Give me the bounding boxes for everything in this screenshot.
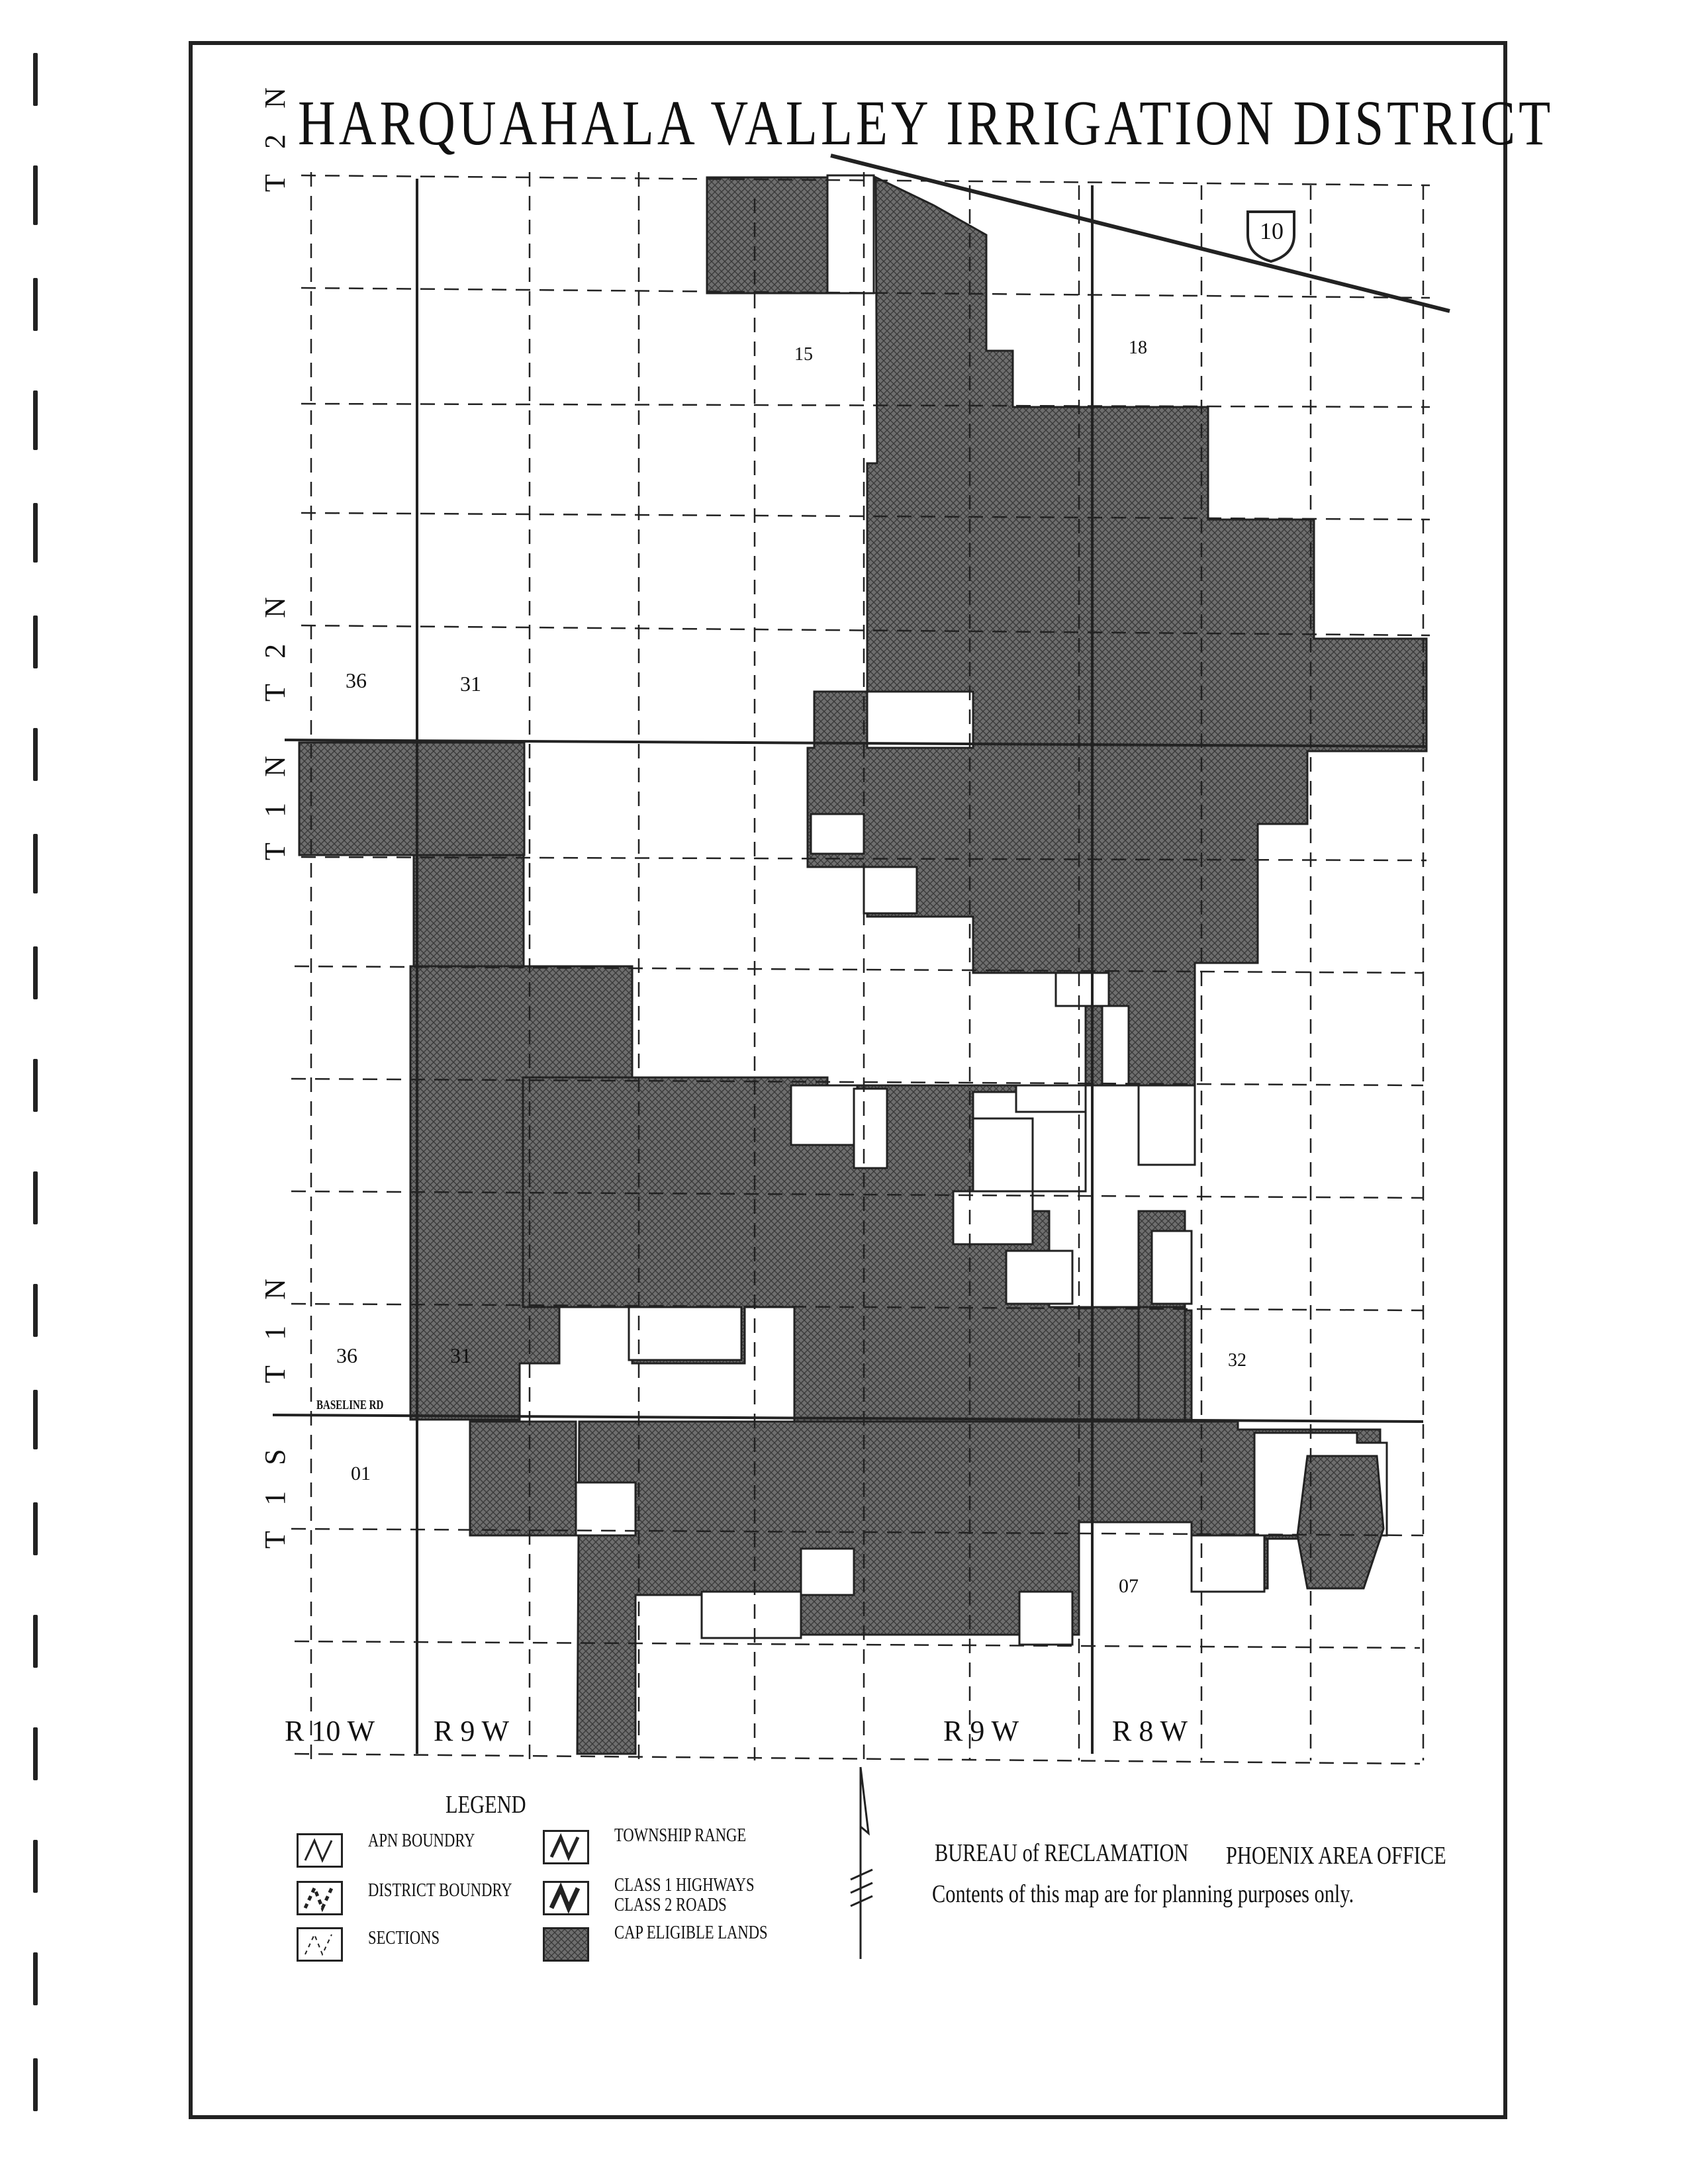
disclaimer: Contents of this map are for planning purposes only.: [932, 1880, 1354, 1908]
range-label: R 8 W: [1112, 1715, 1188, 1747]
district-swatch-icon: [297, 1881, 343, 1915]
township-label: T 2 N: [259, 588, 291, 702]
office-name: PHOENIX AREA OFFICE: [1226, 1842, 1446, 1870]
section-number: 31: [450, 1343, 471, 1367]
legend-label: DISTRICT BOUNDRY: [368, 1880, 512, 1901]
township-label: T 1 N: [259, 747, 291, 860]
section-number: 36: [346, 668, 367, 692]
section-number: 31: [460, 672, 481, 696]
township-label: T 1 N: [259, 1269, 291, 1383]
legend-title: LEGEND: [445, 1791, 526, 1819]
township-label: T 2 N: [259, 78, 291, 192]
section-number: 07: [1119, 1575, 1139, 1597]
section-number: 18: [1129, 338, 1147, 358]
road-label: BASELINE RD: [316, 1398, 384, 1412]
map-title: HARQUAHALA VALLEY IRRIGATION DISTRICT: [298, 87, 1554, 158]
range-label: R 9 W: [434, 1715, 510, 1747]
township-label: T 1 S: [259, 1439, 291, 1549]
section-number: 01: [351, 1463, 371, 1484]
highway-swatch-icon: [543, 1881, 589, 1915]
agency-name: BUREAU of RECLAMATION: [935, 1839, 1189, 1867]
cap-swatch-icon: [543, 1927, 589, 1962]
range-label: R 10 W: [285, 1715, 375, 1747]
legend-label: APN BOUNDRY: [368, 1830, 475, 1851]
legend-label: TOWNSHIP RANGE: [614, 1825, 747, 1846]
section-number: 15: [794, 344, 813, 365]
township-swatch-icon: [543, 1830, 589, 1864]
sections-swatch-icon: [297, 1927, 343, 1962]
legend-label: CAP ELIGIBLE LANDS: [614, 1922, 768, 1943]
section-number: 32: [1228, 1350, 1246, 1371]
cap-eligible-lands: [299, 177, 1427, 1754]
north-arrow-icon: [851, 1767, 872, 1959]
apn-swatch-icon: [297, 1833, 343, 1868]
range-label: R 9 W: [943, 1715, 1019, 1747]
i10-shield-label: 10: [1260, 218, 1284, 244]
legend-label: CLASS 2 ROADS: [614, 1894, 727, 1915]
legend-label: SECTIONS: [368, 1927, 440, 1948]
section-number: 36: [336, 1343, 357, 1367]
legend-label: CLASS 1 HIGHWAYS: [614, 1874, 755, 1895]
